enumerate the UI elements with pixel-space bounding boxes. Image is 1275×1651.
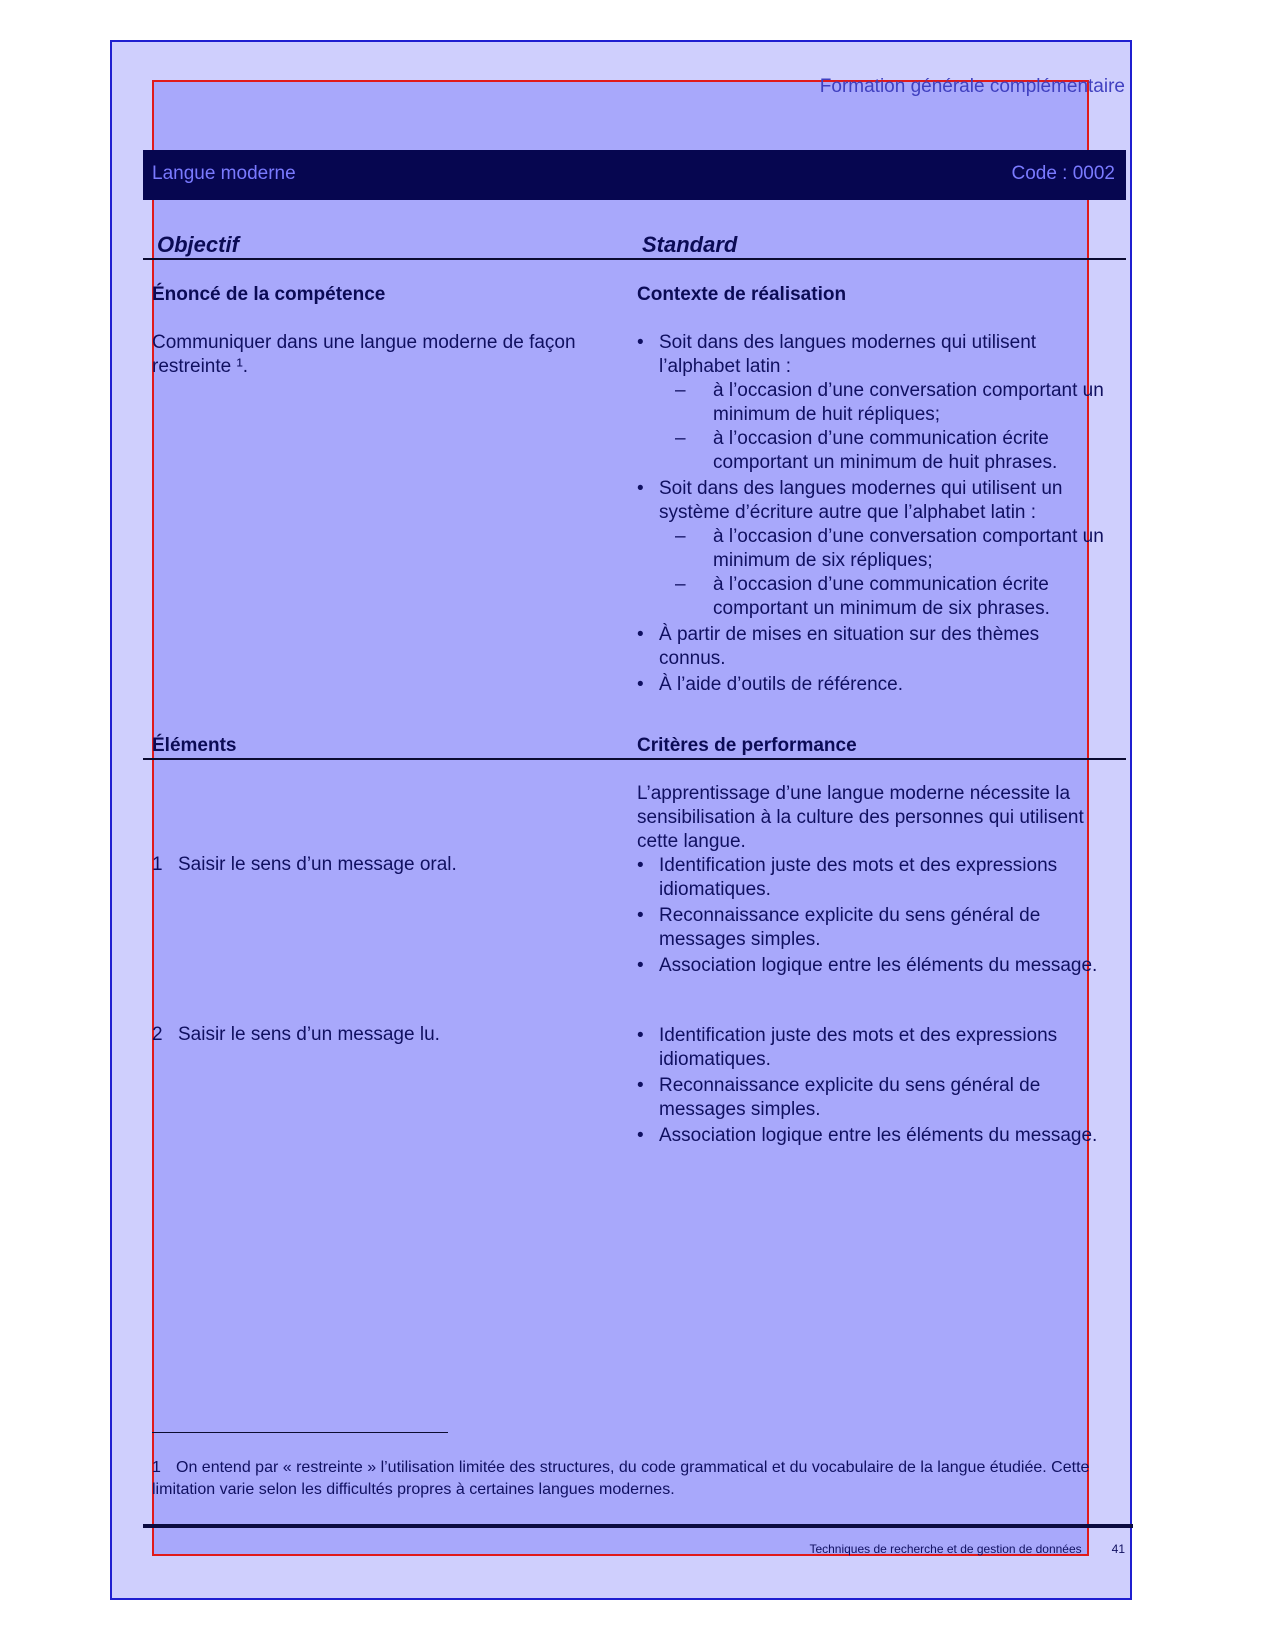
- critere-text: Reconnaissance explicite du sens général de messages simples.: [659, 905, 1041, 950]
- element-item: [152, 1024, 440, 1046]
- bullet-glyph: •: [637, 955, 644, 976]
- contexte-sublist: [675, 525, 1107, 621]
- band-code: Code : 0002: [1011, 163, 1115, 184]
- contexte-item: [637, 623, 1107, 671]
- contexte-subitem: [675, 525, 1107, 573]
- bullet-glyph: •: [637, 1125, 644, 1146]
- critere-text: Association logique entre les éléments du message.: [659, 1125, 1098, 1146]
- contexte-item-text: À l’aide d’outils de référence.: [659, 674, 903, 695]
- contexte-heading: Contexte de réalisation: [637, 284, 847, 305]
- contexte-item: [637, 331, 1107, 475]
- dash-glyph: –: [675, 428, 686, 449]
- element-number: 1: [152, 854, 163, 875]
- critere-text: Reconnaissance explicite du sens général de messages simples.: [659, 1075, 1041, 1120]
- footnote-rule: [152, 1432, 448, 1433]
- footnote-mark: 1: [152, 1459, 161, 1476]
- critere-item: [637, 854, 1107, 902]
- footer-rule: [143, 1524, 1133, 1528]
- contexte-subitem-text: à l’occasion d’une conversation comportant un minimum de six répliques;: [713, 526, 1104, 571]
- dash-glyph: –: [675, 526, 686, 547]
- critere-text: Association logique entre les éléments du message.: [659, 955, 1098, 976]
- element-text: Saisir le sens d’un message oral.: [178, 854, 457, 875]
- critere-item: [637, 904, 1107, 952]
- bullet-glyph: •: [637, 478, 644, 499]
- element-number: 2: [152, 1024, 163, 1045]
- running-header: Formation générale complémentaire: [819, 76, 1125, 97]
- contexte-subitem-text: à l’occasion d’une communication écrite comportant un minimum de six phrases.: [713, 574, 1050, 619]
- element-item: [152, 854, 457, 876]
- column-title-objectif: Objectif: [157, 232, 239, 257]
- critere-text: Identification juste des mots et des expressions idiomatiques.: [659, 1025, 1058, 1070]
- dash-glyph: –: [675, 574, 686, 595]
- contexte-sublist: [675, 379, 1107, 475]
- footnote: [152, 1457, 1122, 1501]
- critere-item: [637, 1124, 1107, 1148]
- bullet-glyph: •: [637, 332, 644, 353]
- dash-glyph: –: [675, 380, 686, 401]
- criteres-heading: Critères de performance: [637, 735, 857, 756]
- bullet-glyph: •: [637, 1025, 644, 1046]
- bullet-glyph: •: [637, 624, 644, 645]
- elements-heading: Éléments: [152, 735, 237, 756]
- criteres-intro: L’apprentissage d’une langue moderne nécessite la sensibilisation à la culture des personnes qui utilisent cette langue.: [637, 783, 1084, 852]
- contexte-subitem: [675, 573, 1107, 621]
- critere-item: [637, 954, 1107, 978]
- footer-title: Techniques de recherche et de gestion de données: [809, 1542, 1082, 1556]
- contexte-item-text: Soit dans des langues modernes qui utilisent l’alphabet latin :: [659, 332, 1037, 377]
- bullet-glyph: •: [637, 855, 644, 876]
- critere-text: Identification juste des mots et des expressions idiomatiques.: [659, 855, 1058, 900]
- section-rule: [143, 758, 1126, 760]
- section-rule: [143, 258, 1126, 260]
- critere-item: [637, 1024, 1107, 1072]
- footnote-text: On entend par « restreinte » l’utilisation limitée des structures, du code grammatical et du vocabulaire de la langue étudiée. Cette limitation varie selon les difficultés propres à certaines langues modernes.: [152, 1459, 1090, 1498]
- bullet-glyph: •: [637, 1075, 644, 1096]
- competence-statement: Communiquer dans une langue moderne de façon restreinte ¹.: [152, 332, 576, 377]
- band-title: Langue moderne: [152, 163, 296, 184]
- enonce-heading: Énoncé de la compétence: [152, 284, 386, 305]
- contexte-subitem-text: à l’occasion d’une conversation comportant un minimum de huit répliques;: [713, 380, 1104, 425]
- critere-item: [637, 1074, 1107, 1122]
- contexte-subitem-text: à l’occasion d’une communication écrite comportant un minimum de huit phrases.: [713, 428, 1058, 473]
- contexte-item: [637, 673, 1107, 697]
- contexte-item: [637, 477, 1107, 621]
- page-number: 41: [1111, 1542, 1125, 1556]
- column-title-standard: Standard: [642, 232, 738, 257]
- contexte-list: [637, 331, 1107, 699]
- contexte-item-text: Soit dans des langues modernes qui utilisent un système d’écriture autre que l’alphabet latin :: [659, 478, 1063, 523]
- page-footer: [809, 1542, 1125, 1556]
- criteres-list: [637, 854, 1107, 980]
- bullet-glyph: •: [637, 905, 644, 926]
- criteres-list: [637, 1024, 1107, 1150]
- contexte-item-text: À partir de mises en situation sur des thèmes connus.: [659, 624, 1040, 669]
- bullet-glyph: •: [637, 674, 644, 695]
- element-text: Saisir le sens d’un message lu.: [178, 1024, 440, 1045]
- contexte-subitem: [675, 379, 1107, 427]
- contexte-subitem: [675, 427, 1107, 475]
